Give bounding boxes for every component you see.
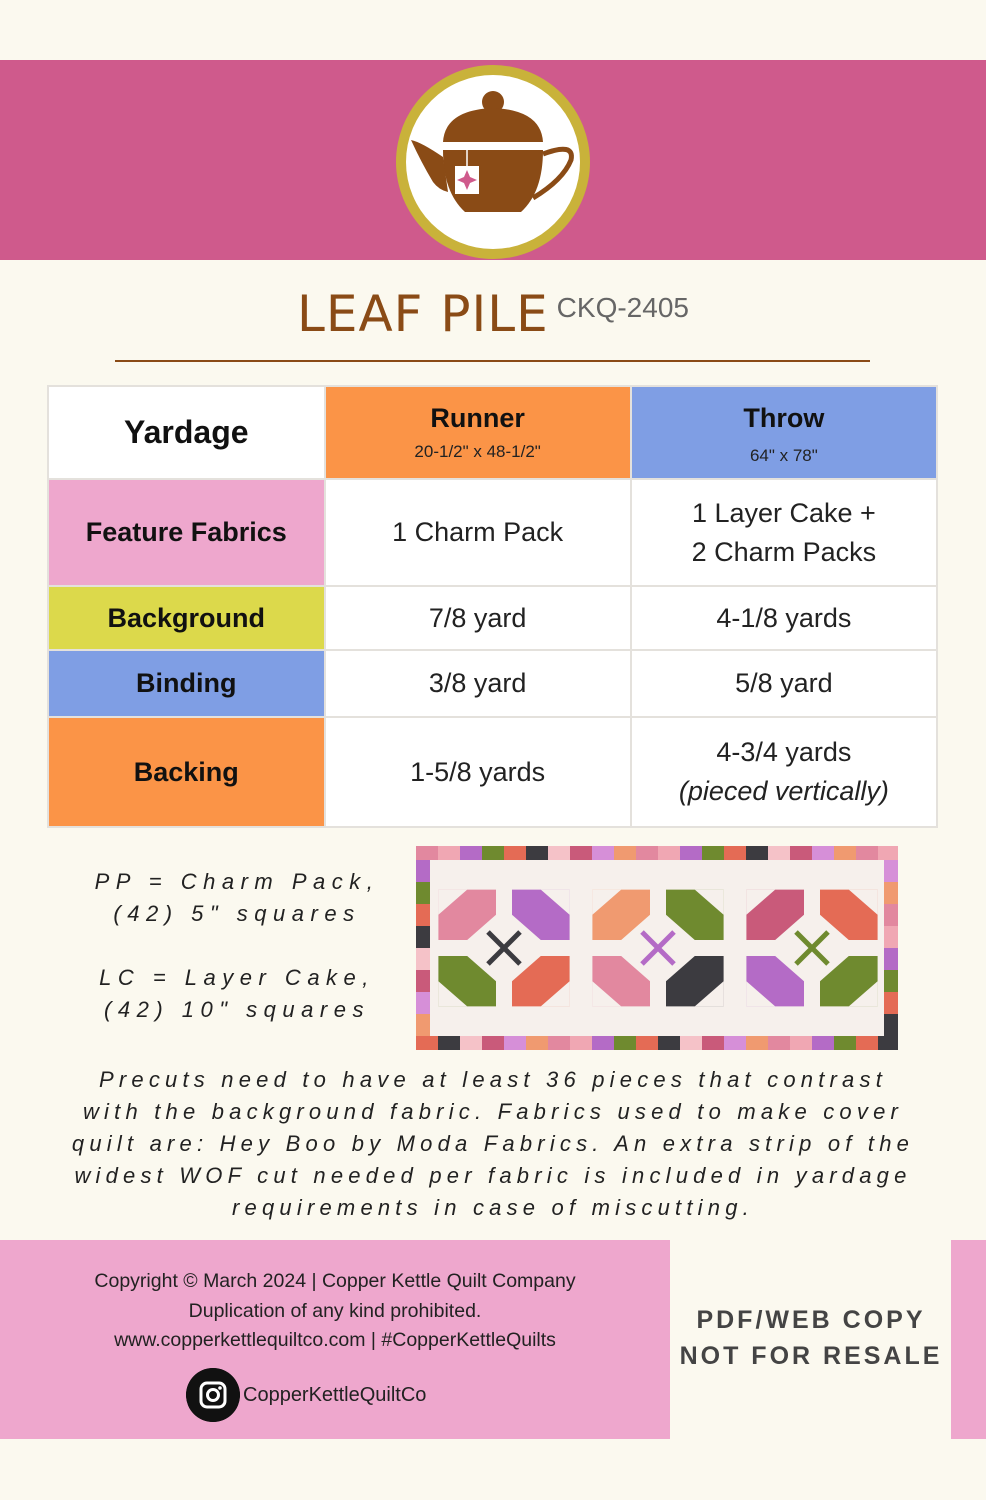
runner-binding: 3/8 yard: [325, 650, 631, 717]
instagram-handle[interactable]: CopperKettleQuiltCo: [243, 1384, 427, 1406]
quilt-runner-image: [416, 846, 898, 1050]
pattern-code: CKQ-2405: [556, 292, 689, 323]
throw-feature-line1: 1 Layer Cake +: [691, 497, 876, 528]
table-header-row: [48, 386, 937, 479]
throw-binding: 5/8 yard: [631, 650, 937, 717]
table-row: [48, 650, 937, 717]
notes-line: requirements in case of miscutting.: [232, 1195, 754, 1220]
resale-line2: NOT FOR RESALE: [679, 1342, 943, 1370]
legend-pp-line1: PP = Charm Pack,: [94, 869, 380, 894]
row-label-backing: Backing: [48, 717, 325, 827]
table-row: [48, 479, 937, 586]
instagram-icon[interactable]: [186, 1368, 240, 1422]
resale-line1: PDF/WEB COPY: [696, 1306, 926, 1334]
table-row: [48, 717, 937, 827]
runner-header: [325, 386, 631, 479]
throw-backing-line2: (pieced vertically): [678, 776, 889, 806]
teapot-logo: [393, 62, 593, 262]
title-row: [0, 285, 986, 343]
row-label-binding: Binding: [48, 650, 325, 717]
runner-backing: 1-5/8 yards: [325, 717, 631, 827]
footer-edge: [951, 1240, 986, 1439]
yardage-header: Yardage: [48, 386, 325, 479]
legend-pp-line2: (42) 5" squares: [113, 901, 361, 926]
legend-layer-cake: [62, 962, 412, 1026]
runner-name: Runner: [430, 403, 525, 433]
title-divider: [115, 360, 870, 362]
pattern-title: LEAF PILE: [297, 285, 549, 343]
throw-name: Throw: [743, 403, 825, 433]
notes-line: Precuts need to have at least 36 pieces that contrast: [98, 1067, 888, 1092]
throw-header: [631, 386, 937, 479]
legend-lc-line1: LC = Layer Cake,: [99, 965, 375, 990]
website-link[interactable]: www.copperkettlequiltco.com | #CopperKettleQuilts: [114, 1329, 556, 1351]
row-label-background: Background: [48, 586, 325, 650]
throw-backing-line1: 4-3/4 yards: [716, 737, 852, 767]
notes-line: widest WOF cut needed per fabric is included in yardage: [74, 1163, 912, 1188]
legend-charm-pack: [62, 866, 412, 930]
legend-lc-line2: (42) 10" squares: [104, 997, 370, 1022]
throw-background: 4-1/8 yards: [631, 586, 937, 650]
throw-feature-line2: 2 Charm Packs: [691, 536, 877, 567]
throw-feature: [631, 479, 937, 586]
throw-size: 64" x 78": [749, 446, 818, 465]
notes-line: quilt are: Hey Boo by Moda Fabrics. An extra strip of the: [71, 1131, 915, 1156]
copyright-text: Copyright © March 2024 | Copper Kettle Quilt Company: [94, 1270, 576, 1292]
table-row: [48, 586, 937, 650]
resale-notice: [672, 1302, 950, 1374]
duplication-text: Duplication of any kind prohibited.: [188, 1300, 482, 1322]
yardage-table: [47, 385, 938, 828]
notes-line: with the background fabric. Fabrics used to make cover: [82, 1099, 904, 1124]
throw-backing: [631, 717, 937, 827]
precut-notes: [40, 1064, 946, 1224]
runner-size: 20-1/2" x 48-1/2": [414, 442, 541, 461]
row-label-feature: Feature Fabrics: [48, 479, 325, 586]
runner-feature: 1 Charm Pack: [325, 479, 631, 586]
runner-background: 7/8 yard: [325, 586, 631, 650]
